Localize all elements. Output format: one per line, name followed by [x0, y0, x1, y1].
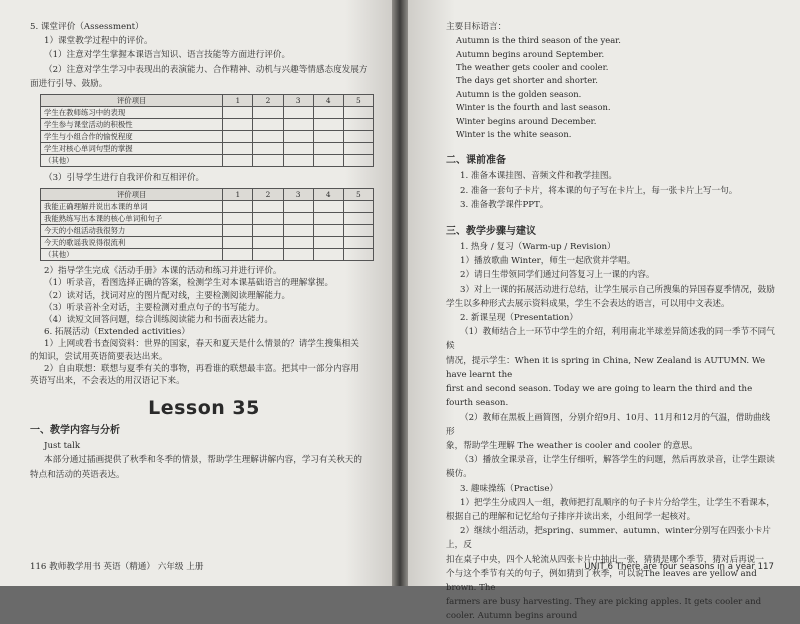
- empty-cell: [343, 119, 373, 131]
- empty-cell: [223, 237, 253, 249]
- empty-cell: [313, 201, 343, 213]
- table-cell: 我能正确理解并说出本课的单词: [41, 201, 223, 213]
- step-heading: 1. 热身 / 复习（Warm-up / Revision）: [460, 242, 616, 253]
- empty-cell: [283, 213, 313, 225]
- empty-cell: [223, 249, 253, 261]
- book-gutter: [392, 0, 408, 586]
- section-title: 三、教学步骤与建议: [446, 226, 536, 238]
- step-item: 3）对上一课的拓展活动进行总结，让学生展示自己所搜集的异国春夏季情况，鼓励: [460, 284, 775, 295]
- extended-item-cont: 英语写出来，不会表达的用汉语记下来。: [30, 376, 185, 387]
- assessment-item: （3）引导学生进行自我评价和互相评价。: [44, 173, 205, 184]
- table-header-cell: 2: [253, 95, 283, 107]
- empty-cell: [283, 143, 313, 155]
- table-header-cell: 1: [223, 95, 253, 107]
- section-title: 一、教学内容与分析: [30, 425, 120, 437]
- empty-cell: [313, 119, 343, 131]
- step-item: 1）把学生分成四人一组，教师把打乱顺序的句子卡片分给学生，让学生不看课本，: [460, 497, 775, 508]
- empty-cell: [223, 119, 253, 131]
- table-cell: 学生与小组合作的愉悦程度: [41, 131, 223, 143]
- empty-cell: [313, 213, 343, 225]
- empty-cell: [343, 249, 373, 261]
- assessment-item: 1）课堂教学过程中的评价。: [44, 36, 153, 47]
- step-item: （1）教师结合上一环节中学生的介绍，利用南北半球差异简述我的同一季节不同气候: [446, 327, 775, 352]
- analysis-text-cont: 特点和活动的英语表达。: [30, 469, 125, 480]
- prep-item: 3. 准备教学课件PPT。: [460, 199, 549, 210]
- table-header-cell: 5: [343, 95, 373, 107]
- prep-item: 2. 准备一套句子卡片，将本课的句子写在卡片上，每一张卡片上写一句。: [460, 185, 738, 196]
- table-row: [41, 249, 374, 261]
- table-header-cell: 2: [253, 189, 283, 201]
- empty-cell: [223, 213, 253, 225]
- empty-cell: [283, 119, 313, 131]
- extended-heading: 6. 拓展活动（Extended activities）: [44, 327, 190, 338]
- empty-cell: [313, 107, 343, 119]
- table-row: [41, 237, 374, 249]
- empty-cell: [253, 155, 283, 167]
- empty-cell: [253, 237, 283, 249]
- empty-cell: [253, 201, 283, 213]
- target-sentence: Autumn begins around September.: [456, 48, 605, 59]
- step-item: 2）请日生带领同学们通过问答复习上一课的内容。: [460, 270, 655, 281]
- empty-cell: [343, 237, 373, 249]
- step-item-cont: 根据自己的理解和记忆给句子排序并读出来，小组间学一起核对。: [446, 511, 696, 522]
- key-language-label: 主要目标语言：: [446, 22, 507, 32]
- table-cell: （其他）: [41, 155, 223, 167]
- step-item-cont: 象，帮助学生理解 The weather is cooler and cooler 的意思。: [446, 440, 698, 451]
- empty-cell: [313, 249, 343, 261]
- empty-cell: [223, 201, 253, 213]
- assessment-heading: 5. 课堂评价（Assessment）: [30, 22, 144, 32]
- table-header-cell: 5: [343, 189, 373, 201]
- target-sentence: Autumn is the third season of the year.: [456, 35, 621, 46]
- step-item-cont: 学生以多种形式去展示资料成果，学生不会表达的语言，可以用中文表述。: [446, 298, 730, 309]
- table-header-row: [41, 189, 374, 201]
- empty-cell: [343, 155, 373, 167]
- step-item-cont: 情况，提示学生：When it is spring in China, New Zealand is AUTUMN. We have learnt the: [446, 355, 766, 380]
- table-header-cell: 评价项目: [41, 95, 223, 107]
- table-row: [41, 155, 374, 167]
- empty-cell: [223, 131, 253, 143]
- empty-cell: [283, 249, 313, 261]
- prep-item: 1. 准备本课挂图、音频文件和教学挂图。: [460, 171, 618, 182]
- lesson-title: Lesson 35: [148, 397, 260, 420]
- page-footer-left: 116 教师教学用书 英语（精通） 六年级 上册: [30, 562, 204, 572]
- empty-cell: [313, 225, 343, 237]
- empty-cell: [283, 155, 313, 167]
- table-row: [41, 201, 374, 213]
- empty-cell: [253, 249, 283, 261]
- step-item-cont: farmers are busy harvesting. They are picking apples. It gets cooler and cooler. Autumn begins around: [446, 597, 762, 622]
- step-heading: 3. 趣味操练（Practise）: [460, 483, 559, 494]
- just-talk-label: Just talk: [44, 441, 81, 452]
- table-row: [41, 225, 374, 237]
- spacer: [446, 212, 778, 220]
- target-sentence: The weather gets cooler and cooler.: [456, 62, 609, 73]
- table-cell: 学生参与课堂活动的积极性: [41, 119, 223, 131]
- empty-cell: [283, 201, 313, 213]
- spacer: [446, 141, 778, 149]
- table-cell: 今天的歌谣我说得很流利: [41, 237, 223, 249]
- empty-cell: [343, 143, 373, 155]
- empty-cell: [343, 225, 373, 237]
- empty-cell: [313, 155, 343, 167]
- empty-cell: [313, 143, 343, 155]
- section-title: 二、课前准备: [446, 155, 506, 167]
- empty-cell: [253, 107, 283, 119]
- right-page: [408, 0, 800, 622]
- evaluation-table-self: [40, 188, 374, 261]
- empty-cell: [253, 119, 283, 131]
- empty-cell: [313, 131, 343, 143]
- step-item: 1）播放歌曲 Winter，师生一起欣赏并学唱。: [460, 256, 636, 267]
- table-row: [41, 119, 374, 131]
- table-cell: 学生在教师练习中的表现: [41, 107, 223, 119]
- extended-item: 2）自由联想：联想与夏季有关的事物，再看谁的联想最丰富。把其中一部分内容用: [44, 363, 359, 374]
- analysis-text: 本部分通过插画提供了秋季和冬季的情景，帮助学生理解讲解内容，学习有关秋天的: [44, 455, 362, 466]
- workbook-item: （1）听录音，看图选择正确的答案，检测学生对本课基础语言的理解掌握。: [44, 278, 334, 289]
- left-page: [0, 0, 392, 586]
- empty-cell: [343, 213, 373, 225]
- table-header-cell: 3: [283, 189, 313, 201]
- empty-cell: [253, 225, 283, 237]
- empty-cell: [283, 107, 313, 119]
- target-sentence: Winter is the white season.: [456, 129, 572, 140]
- workbook-item: （3）听录音补全对话，主要检测对重点句子的书写能力。: [44, 302, 265, 313]
- target-sentence: Autumn is the golden season.: [456, 88, 582, 99]
- table-cell: 今天的小组活动我很努力: [41, 225, 223, 237]
- empty-cell: [223, 107, 253, 119]
- empty-cell: [343, 201, 373, 213]
- empty-cell: [253, 143, 283, 155]
- step-item: （3）播放全课录音，让学生仔细听，解答学生的问题，然后再放录音，让学生跟读模仿。: [446, 455, 775, 480]
- assessment-item-cont: 面进行引导、鼓励。: [30, 78, 108, 89]
- evaluation-table-teacher: [40, 94, 374, 167]
- empty-cell: [283, 225, 313, 237]
- empty-cell: [223, 143, 253, 155]
- table-row: [41, 213, 374, 225]
- table-header-cell: 4: [313, 95, 343, 107]
- table-header-cell: 评价项目: [41, 189, 223, 201]
- target-sentence: Winter is the fourth and last season.: [456, 102, 611, 113]
- table-row: [41, 131, 374, 143]
- step-item: 2）继续小组活动，把spring、summer、autumn、winter分别写在四张小卡片上，反: [446, 526, 771, 551]
- step-item-cont: 个与这个季节有关的句子，例如猜到了秋季，可以说The leaves are yellow and brown. The: [446, 568, 757, 593]
- empty-cell: [253, 213, 283, 225]
- empty-cell: [313, 237, 343, 249]
- workbook-item: （2）读对话，找词对应的图片配对线，主要检测阅读理解能力。: [44, 290, 291, 301]
- workbook-item: （4）读短文回答问题，综合训练阅读能力和书面表达能力。: [44, 315, 273, 326]
- table-header-row: [41, 95, 374, 107]
- empty-cell: [283, 237, 313, 249]
- assessment-item: （2）注意对学生学习中表现出的表演能力、合作精神、动机与兴趣等情感态度发展方: [44, 64, 368, 75]
- empty-cell: [343, 107, 373, 119]
- empty-cell: [283, 131, 313, 143]
- assessment-item: （1）注意对学生掌握本课语言知识、语言技能等方面进行评价。: [44, 50, 291, 61]
- table-row: [41, 143, 374, 155]
- empty-cell: [343, 131, 373, 143]
- extended-item-cont: 的知识，尝试用英语简要表达出来。: [30, 351, 168, 362]
- empty-cell: [223, 225, 253, 237]
- page-footer-right: UNIT 6 There are four seasons in a year 117: [584, 562, 774, 572]
- step-heading: 2. 新课呈现（Presentation）: [460, 313, 578, 324]
- step-item-cont: 扣在桌子中央，四个人轮流从四张卡片中抽出一张，猜猜是哪个季节，猜对后再说一: [446, 554, 764, 565]
- table-cell: （其他）: [41, 249, 223, 261]
- table-cell: 学生对核心单词句型的掌握: [41, 143, 223, 155]
- table-cell: 我能熟练写出本课的核心单词和句子: [41, 213, 223, 225]
- target-sentence: Winter begins around December.: [456, 115, 597, 126]
- workbook-item: 2）指导学生完成《活动手册》本课的活动和练习并进行评价。: [44, 266, 282, 277]
- table-row: [41, 107, 374, 119]
- table-header-cell: 3: [283, 95, 313, 107]
- table-header-cell: 1: [223, 189, 253, 201]
- empty-cell: [253, 131, 283, 143]
- target-sentence: The days get shorter and shorter.: [456, 75, 598, 86]
- step-item: （2）教师在黑板上画简图，分别介绍9月、10月、11月和12月的气温，借助曲线形: [446, 412, 771, 437]
- step-item-cont: first and second season. Today we are going to learn the third and the fourth season.: [446, 384, 753, 409]
- table-header-cell: 4: [313, 189, 343, 201]
- extended-item: 1）上网或看书查阅资料：世界的国家，春天和夏天是什么情景的？请学生搜集相关: [44, 339, 359, 350]
- empty-cell: [223, 155, 253, 167]
